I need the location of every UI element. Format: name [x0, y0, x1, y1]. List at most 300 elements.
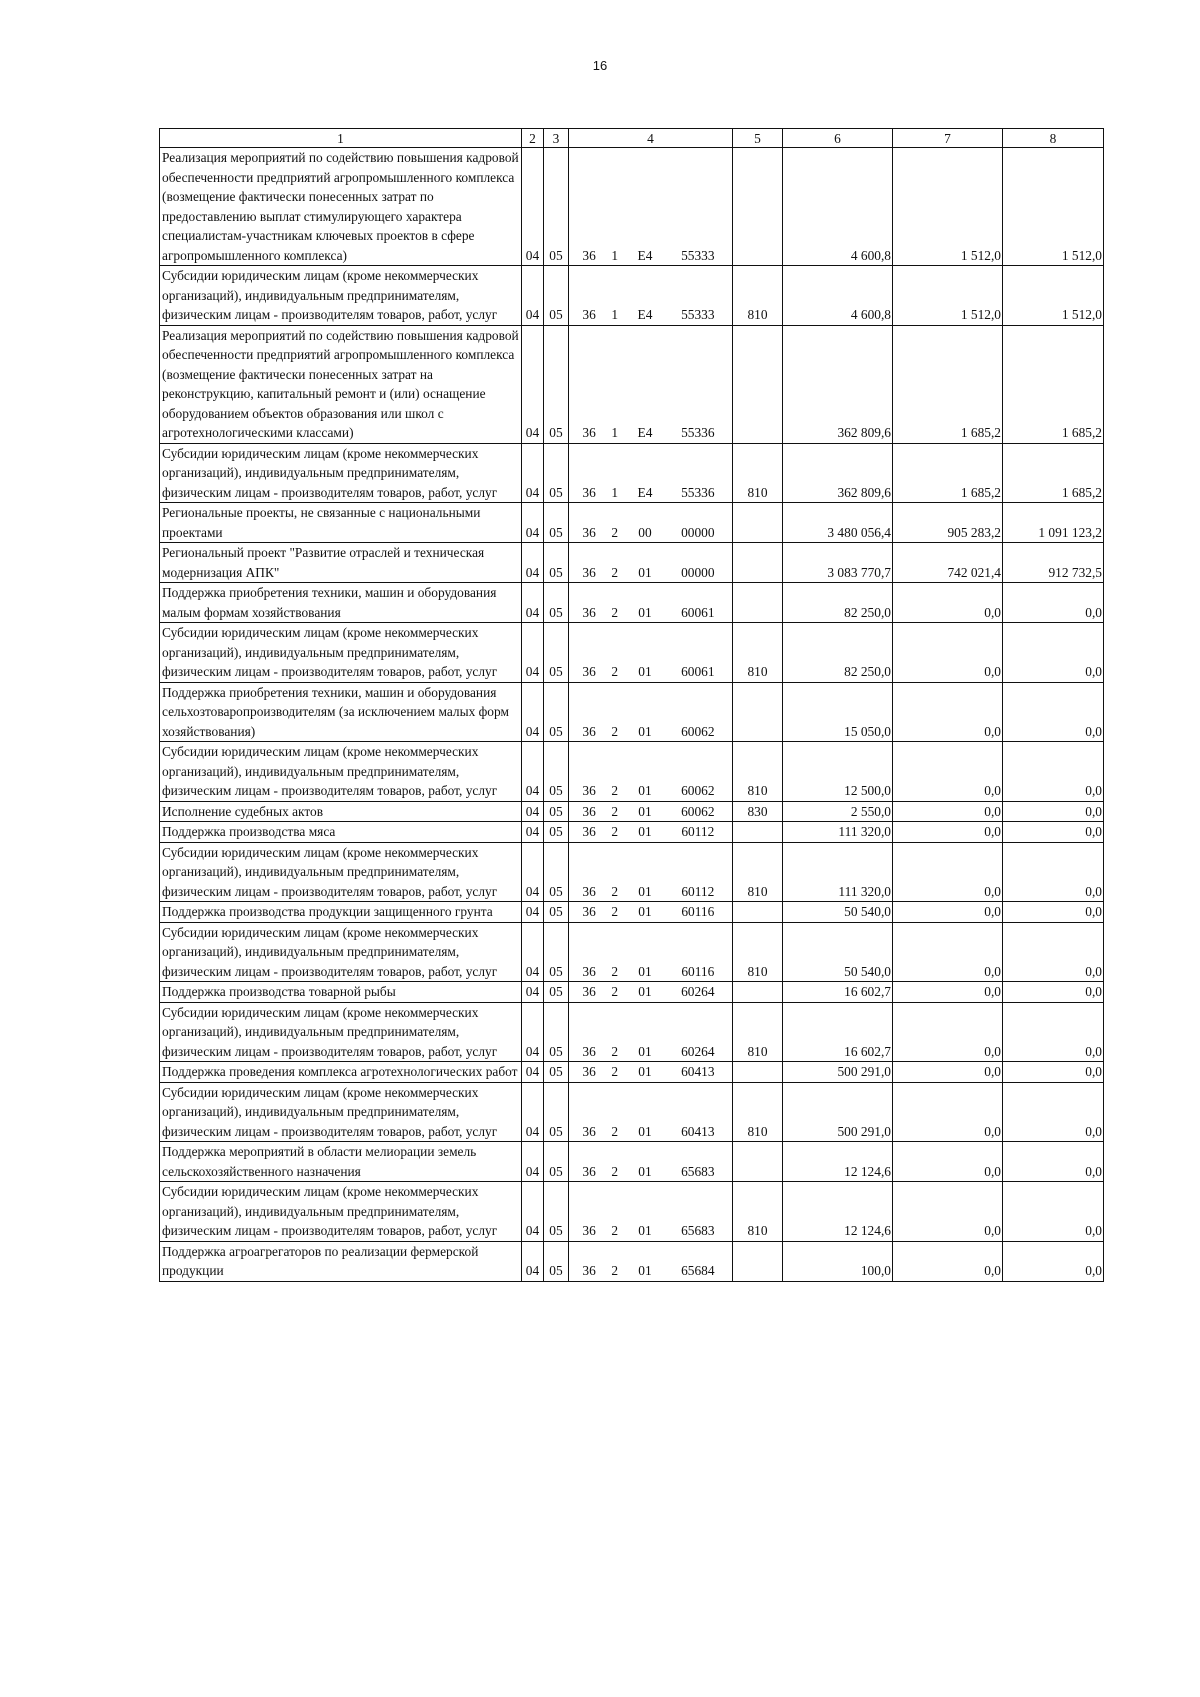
target-article-part: 01	[638, 564, 652, 580]
page-number: 16	[592, 58, 608, 73]
table-row	[160, 922, 1104, 982]
target-article-part: 00000	[681, 564, 715, 580]
row-name-cell: Поддержка мероприятий в области мелиорации земель сельскохозяйственного назначения	[160, 1142, 522, 1182]
target-article-part: 60061	[681, 664, 715, 679]
target-article-part: 2	[611, 1163, 619, 1179]
row-col5-cell: 810	[733, 1002, 783, 1062]
row-col6-cell: 4 600,8	[783, 266, 893, 326]
row-target-article-cell	[569, 682, 733, 742]
row-col3-cell: 05	[544, 902, 569, 923]
row-col6-cell: 111 320,0	[783, 822, 893, 843]
target-article-part: 36	[582, 1223, 596, 1238]
row-col5-cell: 810	[733, 1082, 783, 1142]
row-col6-cell: 500 291,0	[783, 1062, 893, 1083]
row-col8-cell: 0,0	[1003, 1002, 1104, 1062]
row-col8-cell: 1 685,2	[1003, 325, 1104, 443]
row-col5-cell	[733, 822, 783, 843]
row-col6-cell: 500 291,0	[783, 1082, 893, 1142]
target-article-part: 36	[582, 824, 596, 839]
row-col5-cell	[733, 982, 783, 1003]
target-article-part: 36	[582, 904, 596, 919]
target-article-part: 36	[582, 664, 596, 679]
target-article-code	[571, 423, 730, 443]
row-col7-cell: 0,0	[893, 623, 1003, 683]
row-col2-cell: 04	[522, 1002, 544, 1062]
row-target-article-cell	[569, 842, 733, 902]
row-col3-cell: 05	[544, 583, 569, 623]
row-name-cell: Исполнение судебных актов	[160, 801, 522, 822]
target-article-code	[571, 822, 730, 842]
target-article-part: 36	[582, 984, 596, 999]
target-article-code	[571, 246, 730, 266]
row-col7-cell: 0,0	[893, 1142, 1003, 1182]
target-article-part: 01	[638, 604, 652, 620]
target-article-part: 01	[638, 963, 652, 979]
row-col8-cell: 0,0	[1003, 583, 1104, 623]
row-col2-cell: 04	[522, 742, 544, 802]
row-target-article-cell	[569, 623, 733, 683]
row-col3-cell: 05	[544, 982, 569, 1003]
row-col5-cell: 810	[733, 742, 783, 802]
row-col8-cell: 0,0	[1003, 1062, 1104, 1083]
row-target-article-cell	[569, 543, 733, 583]
row-col2-cell: 04	[522, 266, 544, 326]
row-col3-cell: 05	[544, 1002, 569, 1062]
target-article-part: 36	[582, 484, 596, 500]
target-article-part: 01	[638, 1043, 652, 1059]
row-col8-cell: 0,0	[1003, 982, 1104, 1003]
row-target-article-cell	[569, 801, 733, 822]
row-col6-cell: 82 250,0	[783, 583, 893, 623]
target-article-part: 2	[611, 664, 619, 679]
target-article-part: 01	[638, 1223, 652, 1238]
row-col5-cell: 810	[733, 623, 783, 683]
row-col6-cell: 2 550,0	[783, 801, 893, 822]
target-article-part: Е4	[637, 484, 653, 500]
row-col5-cell: 810	[733, 266, 783, 326]
row-col7-cell: 0,0	[893, 583, 1003, 623]
row-col5-cell	[733, 1142, 783, 1182]
header-cell: 8	[1003, 129, 1104, 148]
row-name-cell: Субсидии юридическим лицам (кроме некоммерческих организаций), индивидуальным предпринимателям, физическим лицам - производителям товаров, работ, услуг	[160, 443, 522, 503]
target-article-part: 36	[582, 883, 596, 899]
target-article-part: 2	[611, 564, 619, 580]
row-col2-cell: 04	[522, 982, 544, 1003]
target-article-code	[571, 902, 730, 922]
target-article-part: 1	[611, 425, 619, 440]
row-target-article-cell	[569, 1062, 733, 1083]
row-col6-cell: 50 540,0	[783, 902, 893, 923]
row-col7-cell: 0,0	[893, 1002, 1003, 1062]
target-article-code	[571, 962, 730, 982]
target-article-code	[571, 722, 730, 742]
target-article-part: 36	[582, 1043, 596, 1059]
header-cell: 3	[544, 129, 569, 148]
row-col6-cell: 3 480 056,4	[783, 503, 893, 543]
row-name-cell: Региональный проект "Развитие отраслей и техническая модернизация АПК"	[160, 543, 522, 583]
row-target-article-cell	[569, 266, 733, 326]
row-name-cell: Субсидии юридическим лицам (кроме некоммерческих организаций), индивидуальным предпринимателям, физическим лицам - производителям товаров, работ, услуг	[160, 842, 522, 902]
target-article-part: 36	[582, 963, 596, 979]
target-article-part: 55336	[681, 484, 715, 500]
table-row	[160, 266, 1104, 326]
target-article-part: 2	[611, 1223, 619, 1238]
row-col5-cell	[733, 682, 783, 742]
target-article-part: 01	[638, 1123, 652, 1139]
row-col7-cell: 0,0	[893, 1182, 1003, 1242]
row-col5-cell	[733, 1241, 783, 1281]
target-article-part: 65683	[681, 1163, 715, 1179]
row-name-cell: Региональные проекты, не связанные с национальными проектами	[160, 503, 522, 543]
row-col2-cell: 04	[522, 148, 544, 266]
row-col6-cell: 15 050,0	[783, 682, 893, 742]
header-cell: 6	[783, 129, 893, 148]
target-article-code	[571, 1042, 730, 1062]
target-article-code	[571, 1062, 730, 1082]
row-col5-cell: 810	[733, 443, 783, 503]
target-article-part: 60116	[681, 963, 715, 979]
row-name-cell: Реализация мероприятий по содействию повышения кадровой обеспеченности предприятий агропромышленного комплекса (возмещение фактически понесенных затрат по предоставлению выплат стимулирующего характера специалистам-участникам ключевых проектов в сфере агропромышленного комплекса)	[160, 148, 522, 266]
target-article-part: 1	[611, 247, 619, 263]
row-name-cell: Реализация мероприятий по содействию повышения кадровой обеспеченности предприятий агропромышленного комплекса (возмещение фактически понесенных затрат на реконструкцию, капитальный ремонт и (или) оснащение оборудованием объектов образования или школ с агротехнологическими классами)	[160, 325, 522, 443]
row-target-article-cell	[569, 583, 733, 623]
target-article-part: 01	[638, 904, 652, 919]
target-article-part: Е4	[637, 307, 653, 322]
target-article-code	[571, 1261, 730, 1281]
row-col5-cell	[733, 325, 783, 443]
row-col3-cell: 05	[544, 801, 569, 822]
row-col5-cell	[733, 503, 783, 543]
target-article-part: 2	[611, 984, 619, 999]
row-col8-cell: 0,0	[1003, 842, 1104, 902]
row-name-cell: Поддержка производства продукции защищенного грунта	[160, 902, 522, 923]
table-row	[160, 543, 1104, 583]
row-col2-cell: 04	[522, 682, 544, 742]
row-col5-cell: 810	[733, 842, 783, 902]
row-col3-cell: 05	[544, 1062, 569, 1083]
row-col6-cell: 82 250,0	[783, 623, 893, 683]
table-row	[160, 682, 1104, 742]
target-article-part: 01	[638, 803, 652, 819]
target-article-code	[571, 1122, 730, 1142]
target-article-code	[571, 603, 730, 623]
target-article-part: 60116	[681, 904, 715, 919]
row-col7-cell: 1 685,2	[893, 325, 1003, 443]
target-article-part: 60062	[681, 723, 715, 739]
row-col2-cell: 04	[522, 503, 544, 543]
row-col5-cell	[733, 1062, 783, 1083]
row-col6-cell: 12 124,6	[783, 1182, 893, 1242]
header-cell: 1	[160, 129, 522, 148]
target-article-part: 60264	[681, 1043, 715, 1059]
row-col5-cell	[733, 543, 783, 583]
row-col8-cell: 0,0	[1003, 1182, 1104, 1242]
target-article-code	[571, 781, 730, 801]
row-name-cell: Субсидии юридическим лицам (кроме некоммерческих организаций), индивидуальным предпринимателям, физическим лицам - производителям товаров, работ, услуг	[160, 922, 522, 982]
row-col2-cell: 04	[522, 902, 544, 923]
row-col7-cell: 0,0	[893, 842, 1003, 902]
target-article-code	[571, 1162, 730, 1182]
row-name-cell: Субсидии юридическим лицам (кроме некоммерческих организаций), индивидуальным предпринимателям, физическим лицам - производителям товаров, работ, услуг	[160, 623, 522, 683]
target-article-part: 55336	[681, 425, 715, 440]
row-col2-cell: 04	[522, 443, 544, 503]
row-target-article-cell	[569, 982, 733, 1003]
target-article-part: 2	[611, 824, 619, 839]
row-col7-cell: 1 512,0	[893, 148, 1003, 266]
budget-table	[159, 128, 1104, 1282]
target-article-part: 60264	[681, 984, 715, 999]
row-name-cell: Субсидии юридическим лицам (кроме некоммерческих организаций), индивидуальным предпринимателям, физическим лицам - производителям товаров, работ, услуг	[160, 1002, 522, 1062]
row-col3-cell: 05	[544, 1182, 569, 1242]
row-col2-cell: 04	[522, 1241, 544, 1281]
row-col3-cell: 05	[544, 742, 569, 802]
target-article-part: 36	[582, 1064, 596, 1079]
target-article-part: 2	[611, 1043, 619, 1059]
row-target-article-cell	[569, 503, 733, 543]
row-col6-cell: 16 602,7	[783, 1002, 893, 1062]
target-article-part: 60112	[681, 883, 715, 899]
row-col3-cell: 05	[544, 503, 569, 543]
table-row	[160, 148, 1104, 266]
target-article-part: 01	[638, 1064, 652, 1079]
row-col2-cell: 04	[522, 583, 544, 623]
row-col8-cell: 0,0	[1003, 1082, 1104, 1142]
target-article-code	[571, 483, 730, 503]
target-article-part: 36	[582, 307, 596, 322]
target-article-part: 2	[611, 883, 619, 899]
table-row	[160, 801, 1104, 822]
row-col8-cell: 0,0	[1003, 682, 1104, 742]
row-col6-cell: 50 540,0	[783, 922, 893, 982]
row-col7-cell: 0,0	[893, 801, 1003, 822]
row-target-article-cell	[569, 742, 733, 802]
target-article-part: 01	[638, 984, 652, 999]
row-name-cell: Субсидии юридическим лицам (кроме некоммерческих организаций), индивидуальным предпринимателям, физическим лицам - производителям товаров, работ, услуг	[160, 266, 522, 326]
row-name-cell: Субсидии юридическим лицам (кроме некоммерческих организаций), индивидуальным предпринимателям, физическим лицам - производителям товаров, работ, услуг	[160, 742, 522, 802]
row-col5-cell: 810	[733, 1182, 783, 1242]
target-article-part: 36	[582, 604, 596, 620]
row-col6-cell: 12 500,0	[783, 742, 893, 802]
row-target-article-cell	[569, 148, 733, 266]
row-col8-cell: 0,0	[1003, 1241, 1104, 1281]
row-col3-cell: 05	[544, 443, 569, 503]
target-article-part: 2	[611, 723, 619, 739]
row-col2-cell: 04	[522, 822, 544, 843]
target-article-code	[571, 523, 730, 543]
row-col3-cell: 05	[544, 922, 569, 982]
row-col7-cell: 1 685,2	[893, 443, 1003, 503]
target-article-part: 55333	[681, 307, 715, 322]
row-col6-cell: 111 320,0	[783, 842, 893, 902]
row-col8-cell: 1 512,0	[1003, 266, 1104, 326]
row-target-article-cell	[569, 1002, 733, 1062]
target-article-part: 36	[582, 425, 596, 440]
row-col8-cell: 0,0	[1003, 822, 1104, 843]
target-article-part: 2	[611, 604, 619, 620]
row-col8-cell: 1 512,0	[1003, 148, 1104, 266]
row-col8-cell: 0,0	[1003, 922, 1104, 982]
row-col3-cell: 05	[544, 148, 569, 266]
row-col3-cell: 05	[544, 822, 569, 843]
row-target-article-cell	[569, 1182, 733, 1242]
row-col2-cell: 04	[522, 1142, 544, 1182]
row-target-article-cell	[569, 1082, 733, 1142]
target-article-part: 60112	[681, 824, 715, 839]
table-row	[160, 443, 1104, 503]
target-article-part: 01	[638, 723, 652, 739]
target-article-code	[571, 563, 730, 583]
target-article-part: 00000	[681, 524, 715, 540]
target-article-part: 65683	[681, 1223, 715, 1238]
row-col6-cell: 16 602,7	[783, 982, 893, 1003]
row-col3-cell: 05	[544, 266, 569, 326]
target-article-part: 2	[611, 1263, 619, 1278]
target-article-part: 60413	[681, 1123, 715, 1139]
target-article-part: 2	[611, 904, 619, 919]
row-col3-cell: 05	[544, 1142, 569, 1182]
row-col8-cell: 1 091 123,2	[1003, 503, 1104, 543]
row-col6-cell: 100,0	[783, 1241, 893, 1281]
row-col5-cell: 810	[733, 922, 783, 982]
target-article-part: 60062	[681, 783, 715, 798]
target-article-part: 01	[638, 1163, 652, 1179]
row-col7-cell: 0,0	[893, 1082, 1003, 1142]
table-row	[160, 1182, 1104, 1242]
row-col7-cell: 0,0	[893, 682, 1003, 742]
row-col7-cell: 0,0	[893, 902, 1003, 923]
row-name-cell: Субсидии юридическим лицам (кроме некоммерческих организаций), индивидуальным предпринимателям, физическим лицам - производителям товаров, работ, услуг	[160, 1182, 522, 1242]
table-row	[160, 623, 1104, 683]
header-cell: 2	[522, 129, 544, 148]
target-article-code	[571, 802, 730, 822]
table-row	[160, 1062, 1104, 1083]
target-article-part: 2	[611, 803, 619, 819]
row-col2-cell: 04	[522, 1062, 544, 1083]
row-col2-cell: 04	[522, 842, 544, 902]
row-col8-cell: 0,0	[1003, 902, 1104, 923]
row-col8-cell: 0,0	[1003, 1142, 1104, 1182]
row-col8-cell: 0,0	[1003, 742, 1104, 802]
target-article-part: 2	[611, 1064, 619, 1079]
row-col3-cell: 05	[544, 1082, 569, 1142]
table-row	[160, 902, 1104, 923]
target-article-part: 36	[582, 1123, 596, 1139]
target-article-code	[571, 305, 730, 325]
row-col3-cell: 05	[544, 1241, 569, 1281]
row-target-article-cell	[569, 325, 733, 443]
row-col6-cell: 12 124,6	[783, 1142, 893, 1182]
row-col2-cell: 04	[522, 623, 544, 683]
target-article-part: Е4	[637, 247, 653, 263]
target-article-part: 1	[611, 307, 619, 322]
row-target-article-cell	[569, 822, 733, 843]
row-col5-cell	[733, 902, 783, 923]
header-cell: 4	[569, 129, 733, 148]
row-name-cell: Поддержка приобретения техники, машин и оборудования малым формам хозяйствования	[160, 583, 522, 623]
target-article-part: 1	[611, 484, 619, 500]
row-col5-cell: 830	[733, 801, 783, 822]
row-name-cell: Субсидии юридическим лицам (кроме некоммерческих организаций), индивидуальным предпринимателям, физическим лицам - производителям товаров, работ, услуг	[160, 1082, 522, 1142]
row-col3-cell: 05	[544, 623, 569, 683]
row-col8-cell: 0,0	[1003, 801, 1104, 822]
row-col2-cell: 04	[522, 922, 544, 982]
row-name-cell: Поддержка производства мяса	[160, 822, 522, 843]
target-article-part: 36	[582, 564, 596, 580]
table-row	[160, 742, 1104, 802]
target-article-part: 36	[582, 783, 596, 798]
row-col2-cell: 04	[522, 1082, 544, 1142]
target-article-part: 2	[611, 1123, 619, 1139]
table-row	[160, 1142, 1104, 1182]
row-col7-cell: 742 021,4	[893, 543, 1003, 583]
row-target-article-cell	[569, 1142, 733, 1182]
row-col3-cell: 05	[544, 682, 569, 742]
row-name-cell: Поддержка производства товарной рыбы	[160, 982, 522, 1003]
target-article-part: 2	[611, 963, 619, 979]
target-article-part: 01	[638, 664, 652, 679]
target-article-part: 2	[611, 524, 619, 540]
table-row	[160, 842, 1104, 902]
row-col3-cell: 05	[544, 325, 569, 443]
table-row	[160, 1002, 1104, 1062]
table-row	[160, 982, 1104, 1003]
row-col6-cell: 362 809,6	[783, 443, 893, 503]
target-article-part: 01	[638, 824, 652, 839]
target-article-part: 65684	[681, 1263, 715, 1278]
table-row	[160, 1241, 1104, 1281]
row-target-article-cell	[569, 443, 733, 503]
target-article-code	[571, 982, 730, 1002]
row-col7-cell: 0,0	[893, 822, 1003, 843]
row-col7-cell: 0,0	[893, 982, 1003, 1003]
target-article-part: Е4	[637, 425, 653, 440]
header-cell: 7	[893, 129, 1003, 148]
row-col5-cell	[733, 583, 783, 623]
header-cell: 5	[733, 129, 783, 148]
row-col8-cell: 0,0	[1003, 623, 1104, 683]
row-col3-cell: 05	[544, 543, 569, 583]
row-col2-cell: 04	[522, 543, 544, 583]
target-article-part: 36	[582, 524, 596, 540]
target-article-part: 2	[611, 783, 619, 798]
table-row	[160, 325, 1104, 443]
target-article-code	[571, 882, 730, 902]
table-row	[160, 822, 1104, 843]
row-name-cell: Поддержка агроагрегаторов по реализации фермерской продукции	[160, 1241, 522, 1281]
row-col8-cell: 912 732,5	[1003, 543, 1104, 583]
row-col2-cell: 04	[522, 801, 544, 822]
target-article-part: 01	[638, 883, 652, 899]
row-col2-cell: 04	[522, 1182, 544, 1242]
target-article-part: 60062	[681, 803, 715, 819]
target-article-code	[571, 1221, 730, 1241]
target-article-part: 36	[582, 1163, 596, 1179]
target-article-part: 01	[638, 783, 652, 798]
target-article-part: 00	[638, 524, 652, 540]
row-col6-cell: 4 600,8	[783, 148, 893, 266]
target-article-part: 36	[582, 723, 596, 739]
row-col3-cell: 05	[544, 842, 569, 902]
row-col7-cell: 1 512,0	[893, 266, 1003, 326]
row-target-article-cell	[569, 1241, 733, 1281]
target-article-part: 36	[582, 247, 596, 263]
target-article-part: 55333	[681, 247, 715, 263]
row-col7-cell: 0,0	[893, 1062, 1003, 1083]
row-col7-cell: 905 283,2	[893, 503, 1003, 543]
row-col2-cell: 04	[522, 325, 544, 443]
row-target-article-cell	[569, 902, 733, 923]
row-col7-cell: 0,0	[893, 922, 1003, 982]
